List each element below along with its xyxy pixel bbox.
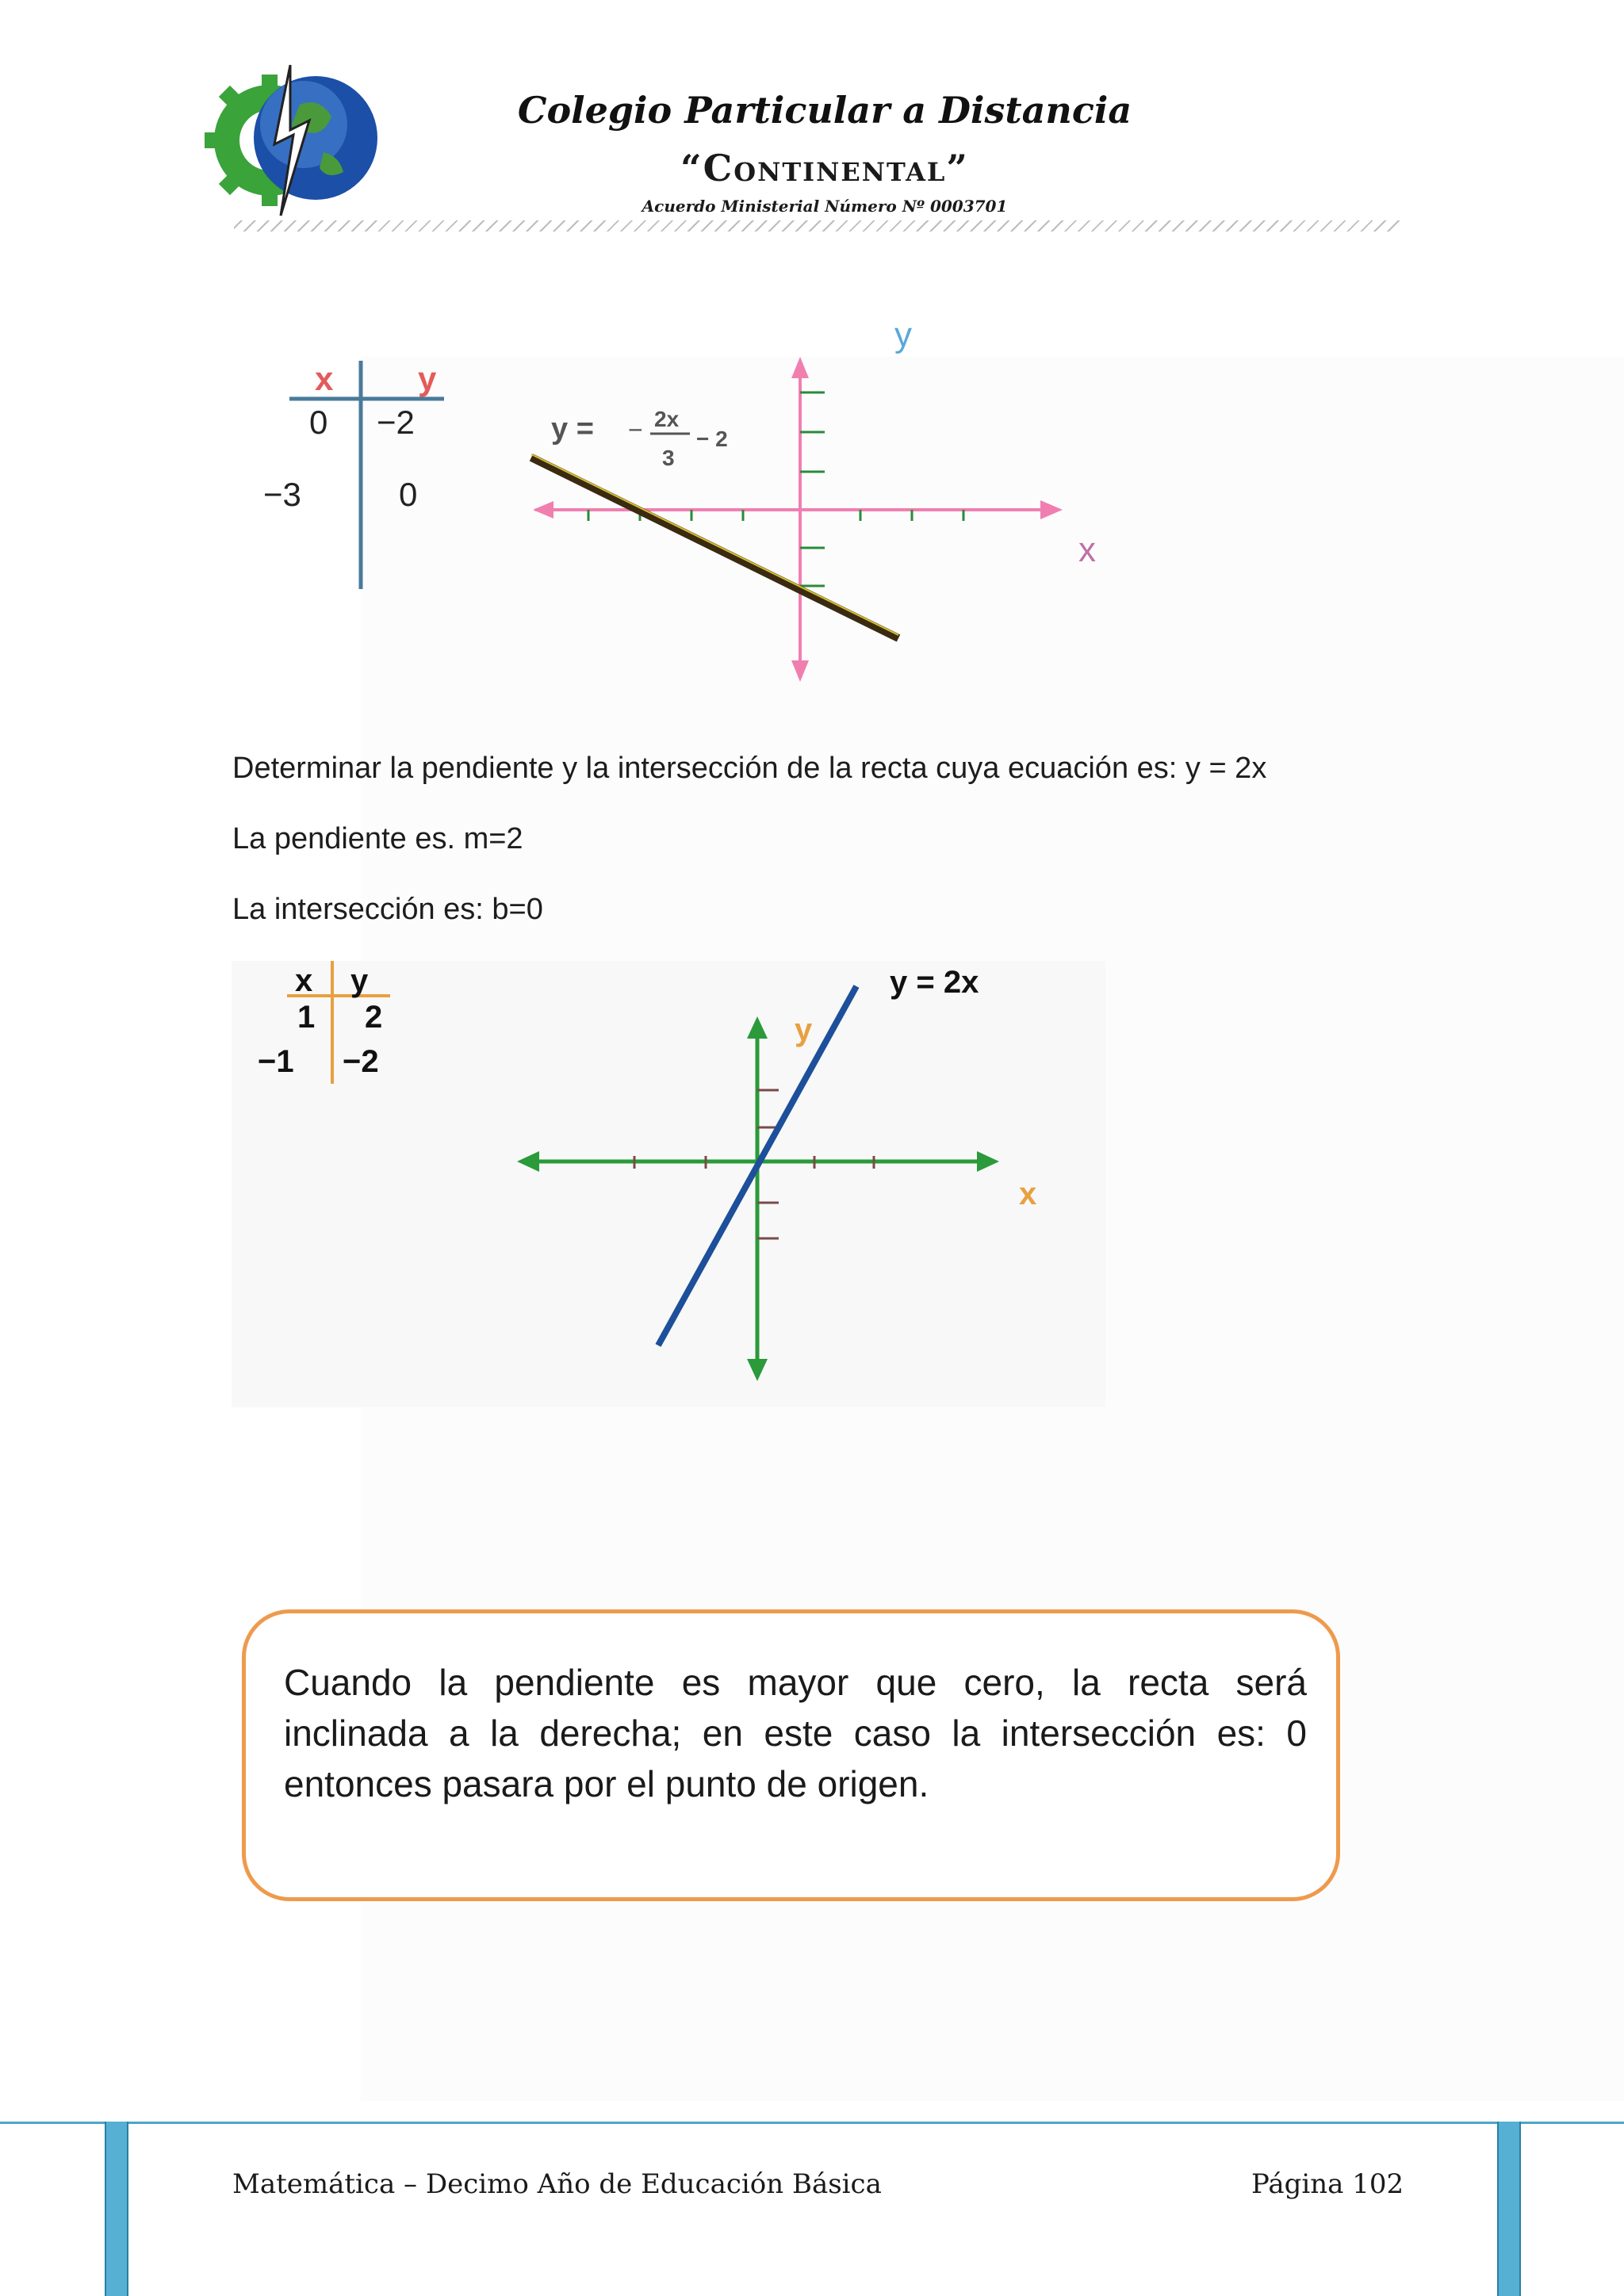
graph1-eq-num: 2x — [654, 407, 680, 431]
graph1-line — [531, 457, 898, 638]
graph1-y-arrow-bottom — [791, 660, 809, 682]
graph1-eq-den: 3 — [662, 446, 675, 470]
question-text: Determinar la pendiente y la intersección de la recta cuya ecuación es: y = 2x — [232, 752, 1267, 785]
graph1-eq-tail: − 2 — [696, 427, 728, 451]
graph2-x-arrow-left — [517, 1151, 539, 1172]
footer-rule — [0, 2122, 1624, 2124]
graph1-axis-x-label: x — [1078, 530, 1096, 569]
graph1-y-arrow-top — [791, 357, 809, 378]
table1-r1-y: −2 — [377, 404, 415, 441]
graph2-x-arrow — [977, 1151, 999, 1172]
callout-box — [242, 1609, 1340, 1901]
callout-text: Cuando la pendiente es mayor que cero, la recta será inclinada a la derecha; en este caso la intersección es: 0 entonces pasara por el punto de origen. — [284, 1662, 1307, 1804]
graph1-axis-y-label: y — [894, 316, 912, 354]
graph1-eq-lhs: y = — [551, 412, 594, 446]
footer-bar-right — [1497, 2122, 1521, 2296]
table2-r2-x: −1 — [258, 1044, 294, 1079]
school-logo — [205, 57, 395, 224]
table1-r2-x: −3 — [263, 476, 301, 513]
table1-header-x: x — [315, 360, 334, 397]
table2-r1-y: 2 — [365, 1000, 383, 1035]
graph1-x-arrow-left — [533, 501, 553, 519]
agreement-number: Acuerdo Ministerial Número Nº 0003701 — [642, 197, 1008, 216]
school-line: Colegio Particular a Distancia — [517, 89, 1132, 132]
table1-r2-y: 0 — [399, 476, 418, 513]
figure-line-positive-slope — [232, 961, 1105, 1407]
table2-r1-x: 1 — [297, 1000, 316, 1035]
footer-page-number: Página 102 — [1251, 2168, 1404, 2200]
graph1-x-arrow — [1040, 500, 1063, 519]
school-name: “Continental” — [680, 147, 969, 189]
graph2-y-arrow-bottom — [747, 1359, 768, 1381]
header-divider — [234, 220, 1400, 232]
graph1-eq-sign: − — [628, 415, 643, 444]
table1-r1-x: 0 — [309, 404, 328, 441]
slope-text: La pendiente es. m=2 — [232, 822, 523, 855]
table2-header-y: y — [350, 963, 369, 998]
footer-subject: Matemática – Decimo Año de Educación Básica — [232, 2168, 882, 2200]
figure-line-negative-slope — [254, 313, 1150, 694]
graph2-equation: y = 2x — [890, 965, 979, 1000]
graph2-axis-x-label: x — [1019, 1177, 1037, 1211]
table2-header-x: x — [295, 963, 313, 998]
footer-bar-left — [105, 2122, 128, 2296]
graph2-y-arrow-top — [747, 1016, 768, 1039]
intercept-text: La intersección es: b=0 — [232, 893, 543, 926]
table1-header-y: y — [418, 360, 437, 397]
graph2-axis-y-label: y — [795, 1012, 813, 1047]
table2-r2-y: −2 — [343, 1044, 379, 1079]
